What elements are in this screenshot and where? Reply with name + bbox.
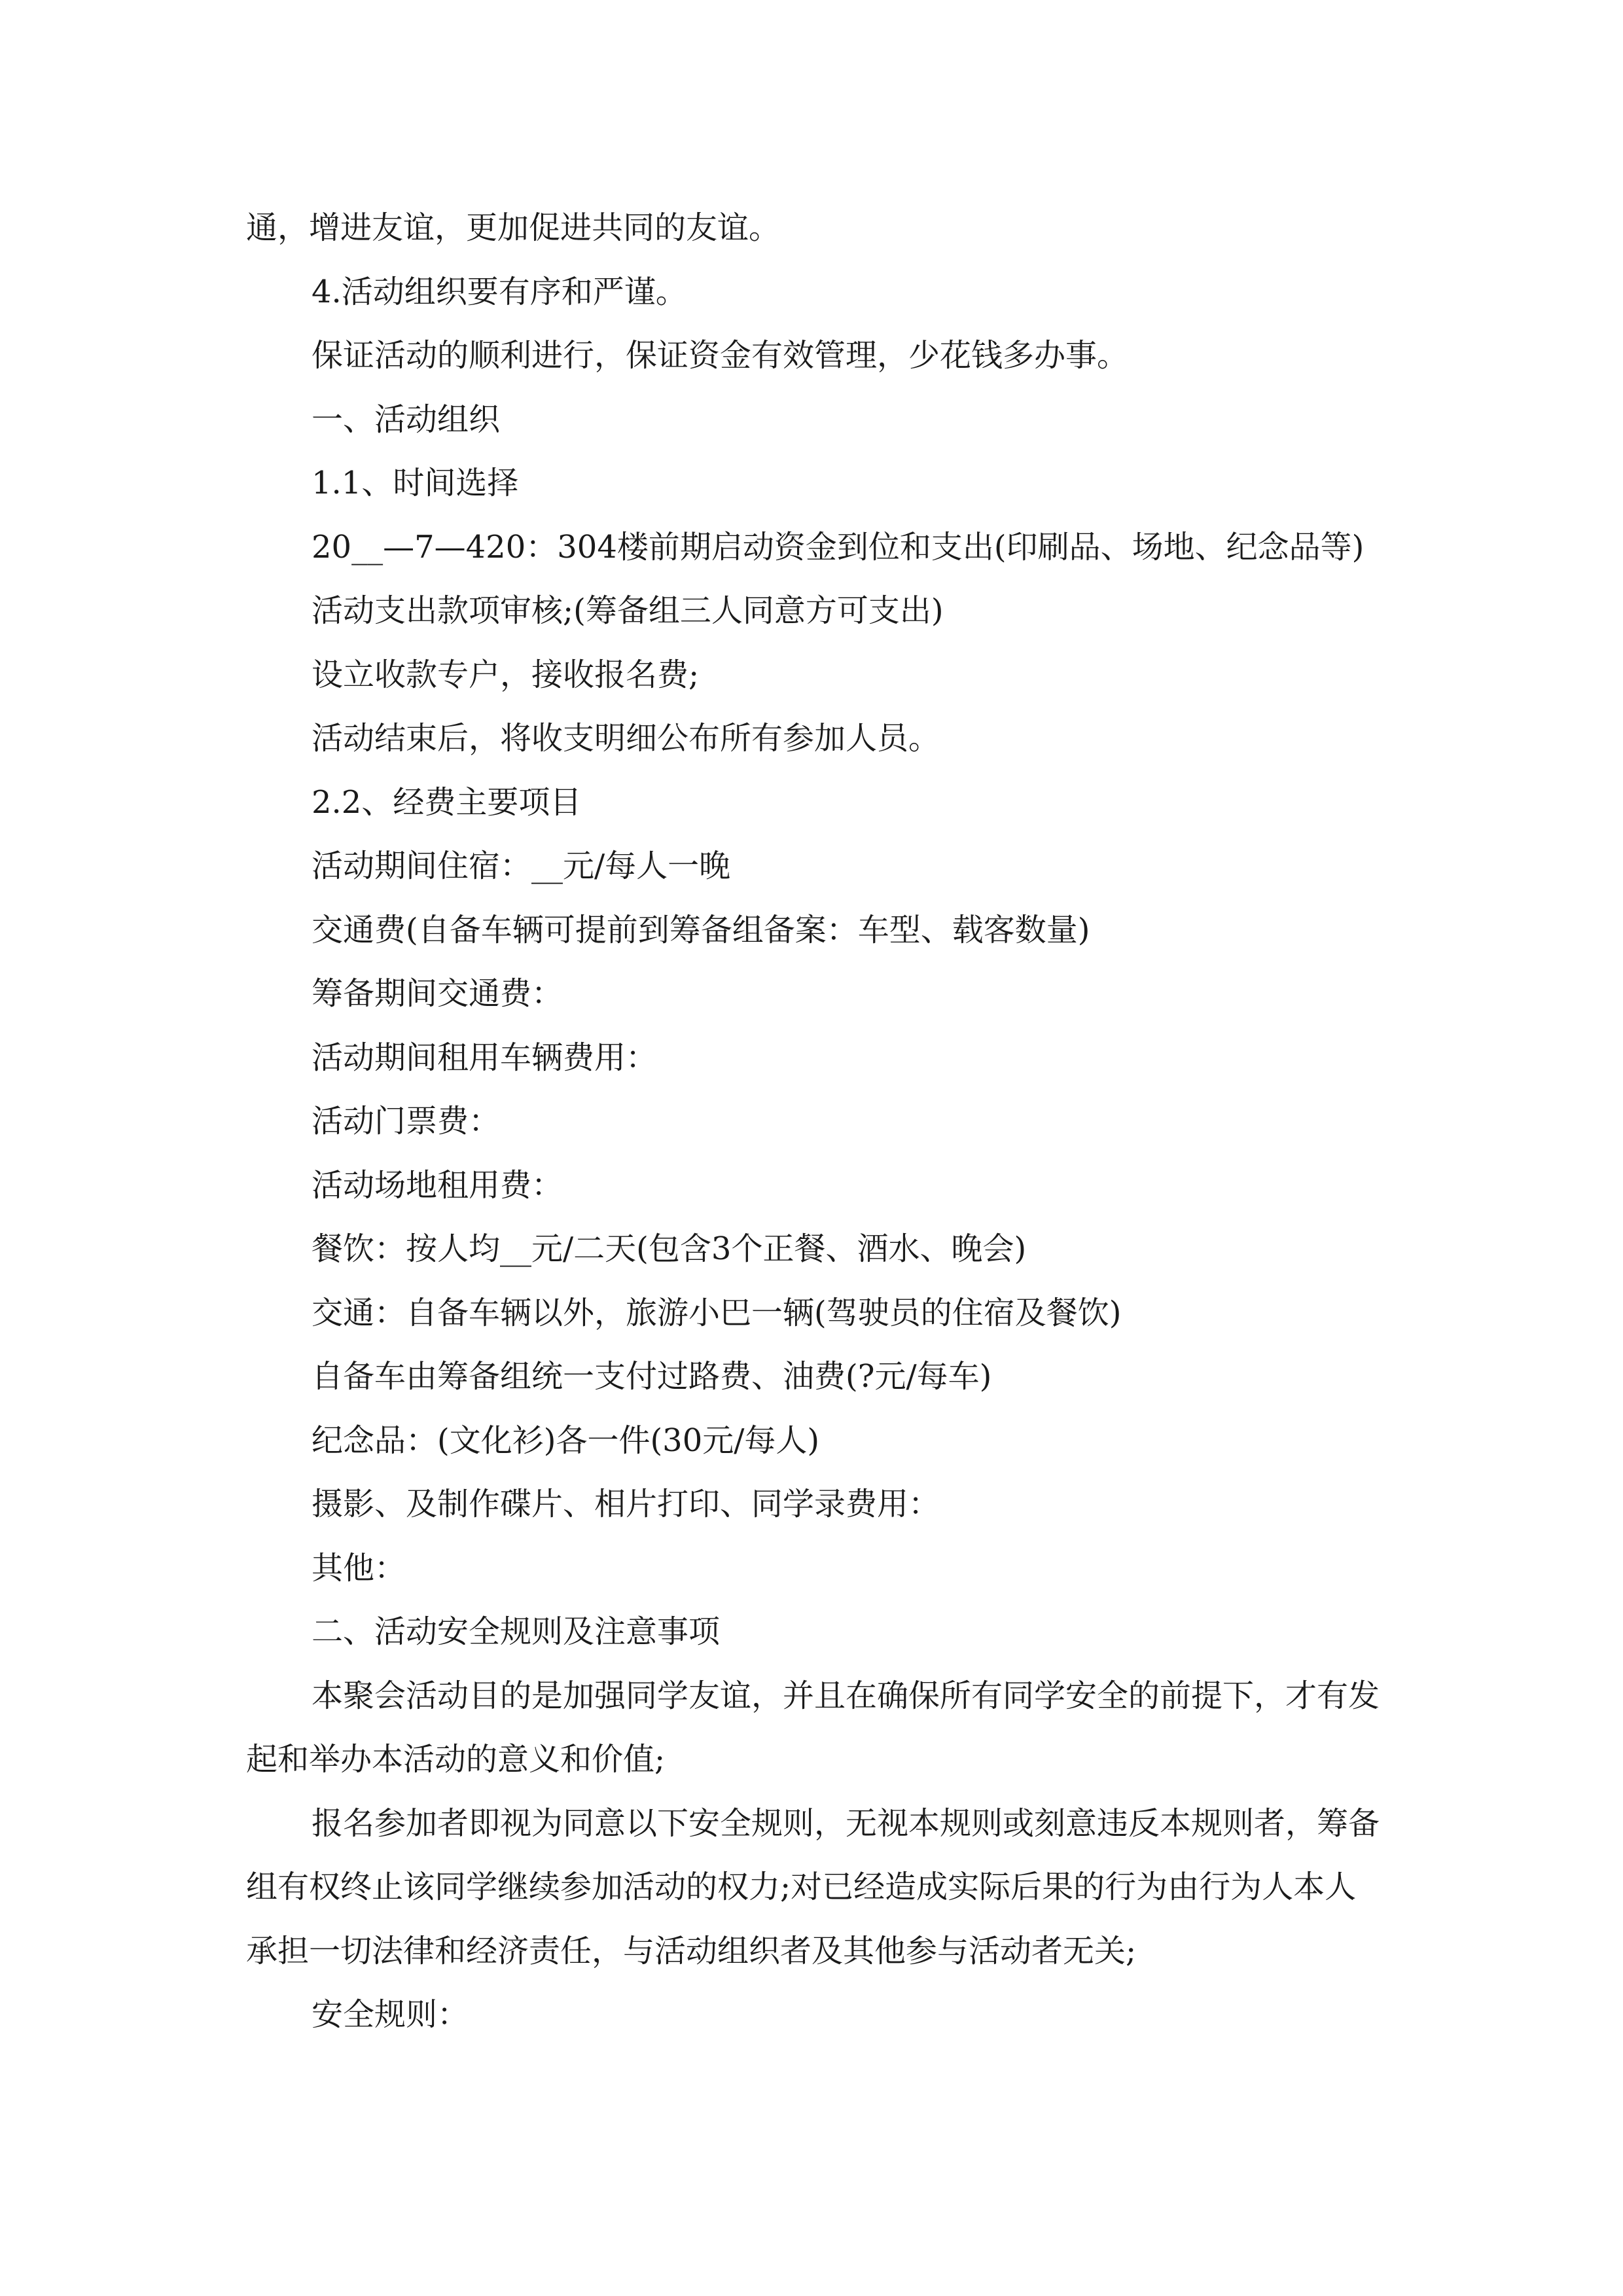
paragraph: 活动支出款项审核;(筹备组三人同意方可支出) [312,592,944,629]
paragraph: 二、活动安全规则及注意事项 [312,1613,721,1650]
paragraph: 报名参加者即视为同意以下安全规则，无视本规则或刻意违反本规则者，筹备组有权终止该同学继续参加活动的权力;对已经造成实际后果的行为由行为人本人承担一切法律和经济责任，与活动组织者及其他参与活动者无关; [246,1804,1380,1969]
paragraph: 交通：自备车辆以外，旅游小巴一辆(驾驶员的住宿及餐饮) [312,1294,1122,1331]
paragraph: 设立收款专户，接收报名费; [312,656,700,693]
paragraph: 活动期间租用车辆费用： [312,1039,658,1076]
paragraph: 纪念品：(文化衫)各一件(30元/每人) [312,1422,820,1459]
paragraph: 活动结束后，将收支明细公布所有参加人员。 [312,720,940,757]
paragraph: 交通费(自备车辆可提前到筹备组备案：车型、载客数量) [312,911,1090,948]
paragraph: 一、活动组织 [312,401,501,438]
paragraph: 安全规则： [312,1996,469,2033]
paragraph: 摄影、及制作碟片、相片打印、同学录费用： [312,1486,940,1522]
paragraph: 20__—7—420：304楼前期启动资金到位和支出(印刷品、场地、纪念品等) [312,528,1364,565]
document-body [246,196,1385,2047]
paragraph: 活动门票费： [312,1103,501,1139]
paragraph: 餐饮：按人均__元/二天(包含3个正餐、酒水、晚会) [312,1230,1027,1267]
paragraph: 1.1、时间选择 [312,465,519,501]
paragraph: 活动场地租用费： [312,1166,563,1204]
paragraph: 活动期间住宿：__元/每人一晚 [312,848,731,884]
paragraph: 2.2、经费主要项目 [312,783,582,821]
paragraph: 保证活动的顺利进行，保证资金有效管理，少花钱多办事。 [312,337,1129,374]
paragraph: 筹备期间交通费： [312,975,563,1012]
paragraph: 本聚会活动目的是加强同学友谊，并且在确保所有同学安全的前提下，才有发起和举办本活动的意义和价值; [246,1677,1380,1778]
paragraph: 通，增进友谊，更加促进共同的友谊。 [246,209,781,246]
paragraph: 自备车由筹备组统一支付过路费、油费(?元/每车) [312,1358,992,1395]
paragraph: 其他： [312,1549,406,1587]
paragraph: 4.活动组织要有序和严谨。 [312,273,687,310]
